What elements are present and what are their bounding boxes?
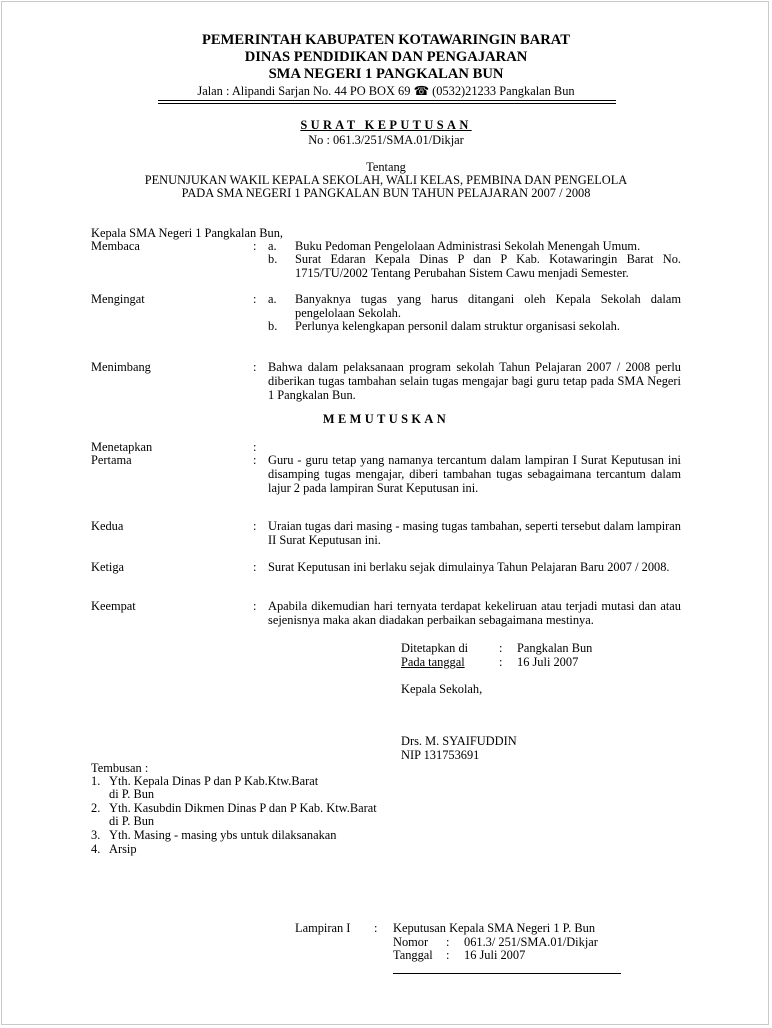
menimbang-colon: : xyxy=(253,360,257,374)
address-phone: (0532)21233 Pangkalan Bun xyxy=(432,84,575,98)
lampiran-nomor-label: Nomor xyxy=(393,935,429,949)
header-government: PEMERINTAH KABUPATEN KOTAWARINGIN BARAT xyxy=(202,32,570,48)
lampiran-label: Lampiran I xyxy=(295,921,351,935)
document-title: SURAT KEPUTUSAN xyxy=(300,118,472,132)
lampiran-rule xyxy=(393,973,621,974)
signatory-nip: NIP 131753691 xyxy=(401,748,480,762)
menetapkan-label: Menetapkan xyxy=(91,440,153,454)
tanggal-colon: : xyxy=(499,655,503,669)
menimbang-text: Bahwa dalam pelaksanaan program sekolah Tahun Pelajaran 2007 / 2008 perlu diberikan tugas tambahan selain tugas mengajar bagi guru tetap pada SMA Negeri 1 Pangkalan Bun. xyxy=(268,360,681,402)
keempat-text: Apabila dikemudian hari ternyata terdapat kekeliruan atau terjadi mutasi dan atau sejenisnya maka akan diadakan perbaikan sebagaimana mestinya. xyxy=(268,599,681,627)
subject-line-2: PADA SMA NEGERI 1 PANGKALAN BUN TAHUN PELAJARAN 2007 / 2008 xyxy=(181,186,591,200)
lampiran-colon: : xyxy=(374,921,378,935)
pertama-text: Guru - guru tetap yang namanya tercantum dalam lampiran I Surat Keputusan ini disamping tugas mengajar, diberi tambahan tugas sebagaimana tercantum dalam lajur 2 pada lampiran Surat Keputusan ini. xyxy=(268,453,681,495)
header-address xyxy=(0,84,772,98)
lampiran-nomor-value: 061.3/ 251/SMA.01/Dikjar xyxy=(464,935,598,949)
subject-line-1: PENUNJUKAN WAKIL KEPALA SEKOLAH, WALI KELAS, PEMBINA DAN PENGELOLA xyxy=(144,173,628,187)
tembusan-title: Tembusan : xyxy=(91,761,149,775)
ditetapkan-colon: : xyxy=(499,641,503,655)
lampiran-tanggal-colon: : xyxy=(446,948,450,962)
pada-tanggal-row xyxy=(401,655,601,669)
kedua-text: Uraian tugas dari masing - masing tugas tambahan, seperti tersebut dalam lampiran II Surat Keputusan ini. xyxy=(268,519,681,547)
lampiran-tanggal-value: 16 Juli 2007 xyxy=(464,948,526,962)
mengingat-item-b: Perlunya kelengkapan personil dalam struktur organisasi sekolah. xyxy=(295,319,620,333)
signatory-name: Drs. M. SYAIFUDDIN xyxy=(401,734,517,748)
mengingat-item-a: Banyaknya tugas yang harus ditangani oleh Kepala Sekolah dalam pengelolaan Sekolah. xyxy=(295,292,681,320)
pertama-label: Pertama xyxy=(91,453,132,467)
tembusan-num-4: 4. xyxy=(91,842,101,856)
ketiga-text: Surat Keputusan ini berlaku sejak dimulainya Tahun Pelajaran Baru 2007 / 2008. xyxy=(268,560,670,574)
tembusan-item-1: Yth. Kepala Dinas P dan P Kab.Ktw.Barat xyxy=(109,774,319,788)
page-border xyxy=(1,1,769,1025)
membaca-item-b: Surat Edaran Kepala Dinas P dan P Kab. Kotawaringin Barat No. 1715/TU/2002 Tentang Perubahan Sistem Cawu menjadi Semester. xyxy=(295,252,681,280)
tembusan-item-2-location: di P. Bun xyxy=(109,814,155,828)
ditetapkan-label: Ditetapkan di xyxy=(401,641,469,655)
lampiran-title: Keputusan Kepala SMA Negeri 1 P. Bun xyxy=(393,921,596,935)
mengingat-colon: : xyxy=(253,292,257,306)
ditetapkan-value: Pangkalan Bun xyxy=(517,641,593,655)
membaca-label: Membaca xyxy=(91,239,140,253)
menimbang-label: Menimbang xyxy=(91,360,151,374)
header-rule-top xyxy=(158,100,616,101)
opening-line: Kepala SMA Negeri 1 Pangkalan Bun, xyxy=(91,226,284,240)
tanggal-label: Pada tanggal xyxy=(401,655,465,669)
ketiga-label: Ketiga xyxy=(91,560,125,574)
tembusan-num-2: 2. xyxy=(91,801,101,815)
menetapkan-colon: : xyxy=(253,440,257,454)
header-rule-bottom xyxy=(158,103,616,104)
pertama-colon: : xyxy=(253,453,257,467)
tembusan-item-2: Yth. Kasubdin Dikmen Dinas P dan P Kab. Ktw.Barat xyxy=(109,801,377,815)
memutuskan-heading: MEMUTUSKAN xyxy=(322,412,450,426)
mengingat-marker-a: a. xyxy=(268,292,277,306)
signatory-role: Kepala Sekolah, xyxy=(401,682,483,696)
membaca-item-a: Buku Pedoman Pengelolaan Administrasi Sekolah Menengah Umum. xyxy=(295,239,641,253)
kedua-label: Kedua xyxy=(91,519,124,533)
header-department: DINAS PENDIDIKAN DAN PENGAJARAN xyxy=(244,49,528,65)
address-street: Jalan : Alipandi Sarjan No. 44 PO BOX 69 xyxy=(197,84,411,98)
lampiran-tanggal-label: Tanggal xyxy=(393,948,433,962)
tanggal-value: 16 Juli 2007 xyxy=(517,655,579,669)
tembusan-item-1-location: di P. Bun xyxy=(109,787,155,801)
document-number: No : 061.3/251/SMA.01/Dikjar xyxy=(308,133,464,147)
kedua-colon: : xyxy=(253,519,257,533)
mengingat-marker-b: b. xyxy=(268,319,278,333)
phone-icon: ☎ xyxy=(413,84,429,98)
tembusan-item-4: Arsip xyxy=(109,842,137,856)
mengingat-label: Mengingat xyxy=(91,292,145,306)
tembusan-num-3: 3. xyxy=(91,828,101,842)
lampiran-nomor-colon: : xyxy=(446,935,450,949)
membaca-marker-b: b. xyxy=(268,252,278,266)
membaca-colon: : xyxy=(253,239,257,253)
tembusan-item-3: Yth. Masing - masing ybs untuk dilaksanakan xyxy=(109,828,337,842)
tembusan-num-1: 1. xyxy=(91,774,101,788)
keempat-label: Keempat xyxy=(91,599,136,613)
tentang-label: Tentang xyxy=(366,160,406,174)
keempat-colon: : xyxy=(253,599,257,613)
ketiga-colon: : xyxy=(253,560,257,574)
membaca-marker-a: a. xyxy=(268,239,277,253)
header-school: SMA NEGERI 1 PANGKALAN BUN xyxy=(268,66,504,82)
